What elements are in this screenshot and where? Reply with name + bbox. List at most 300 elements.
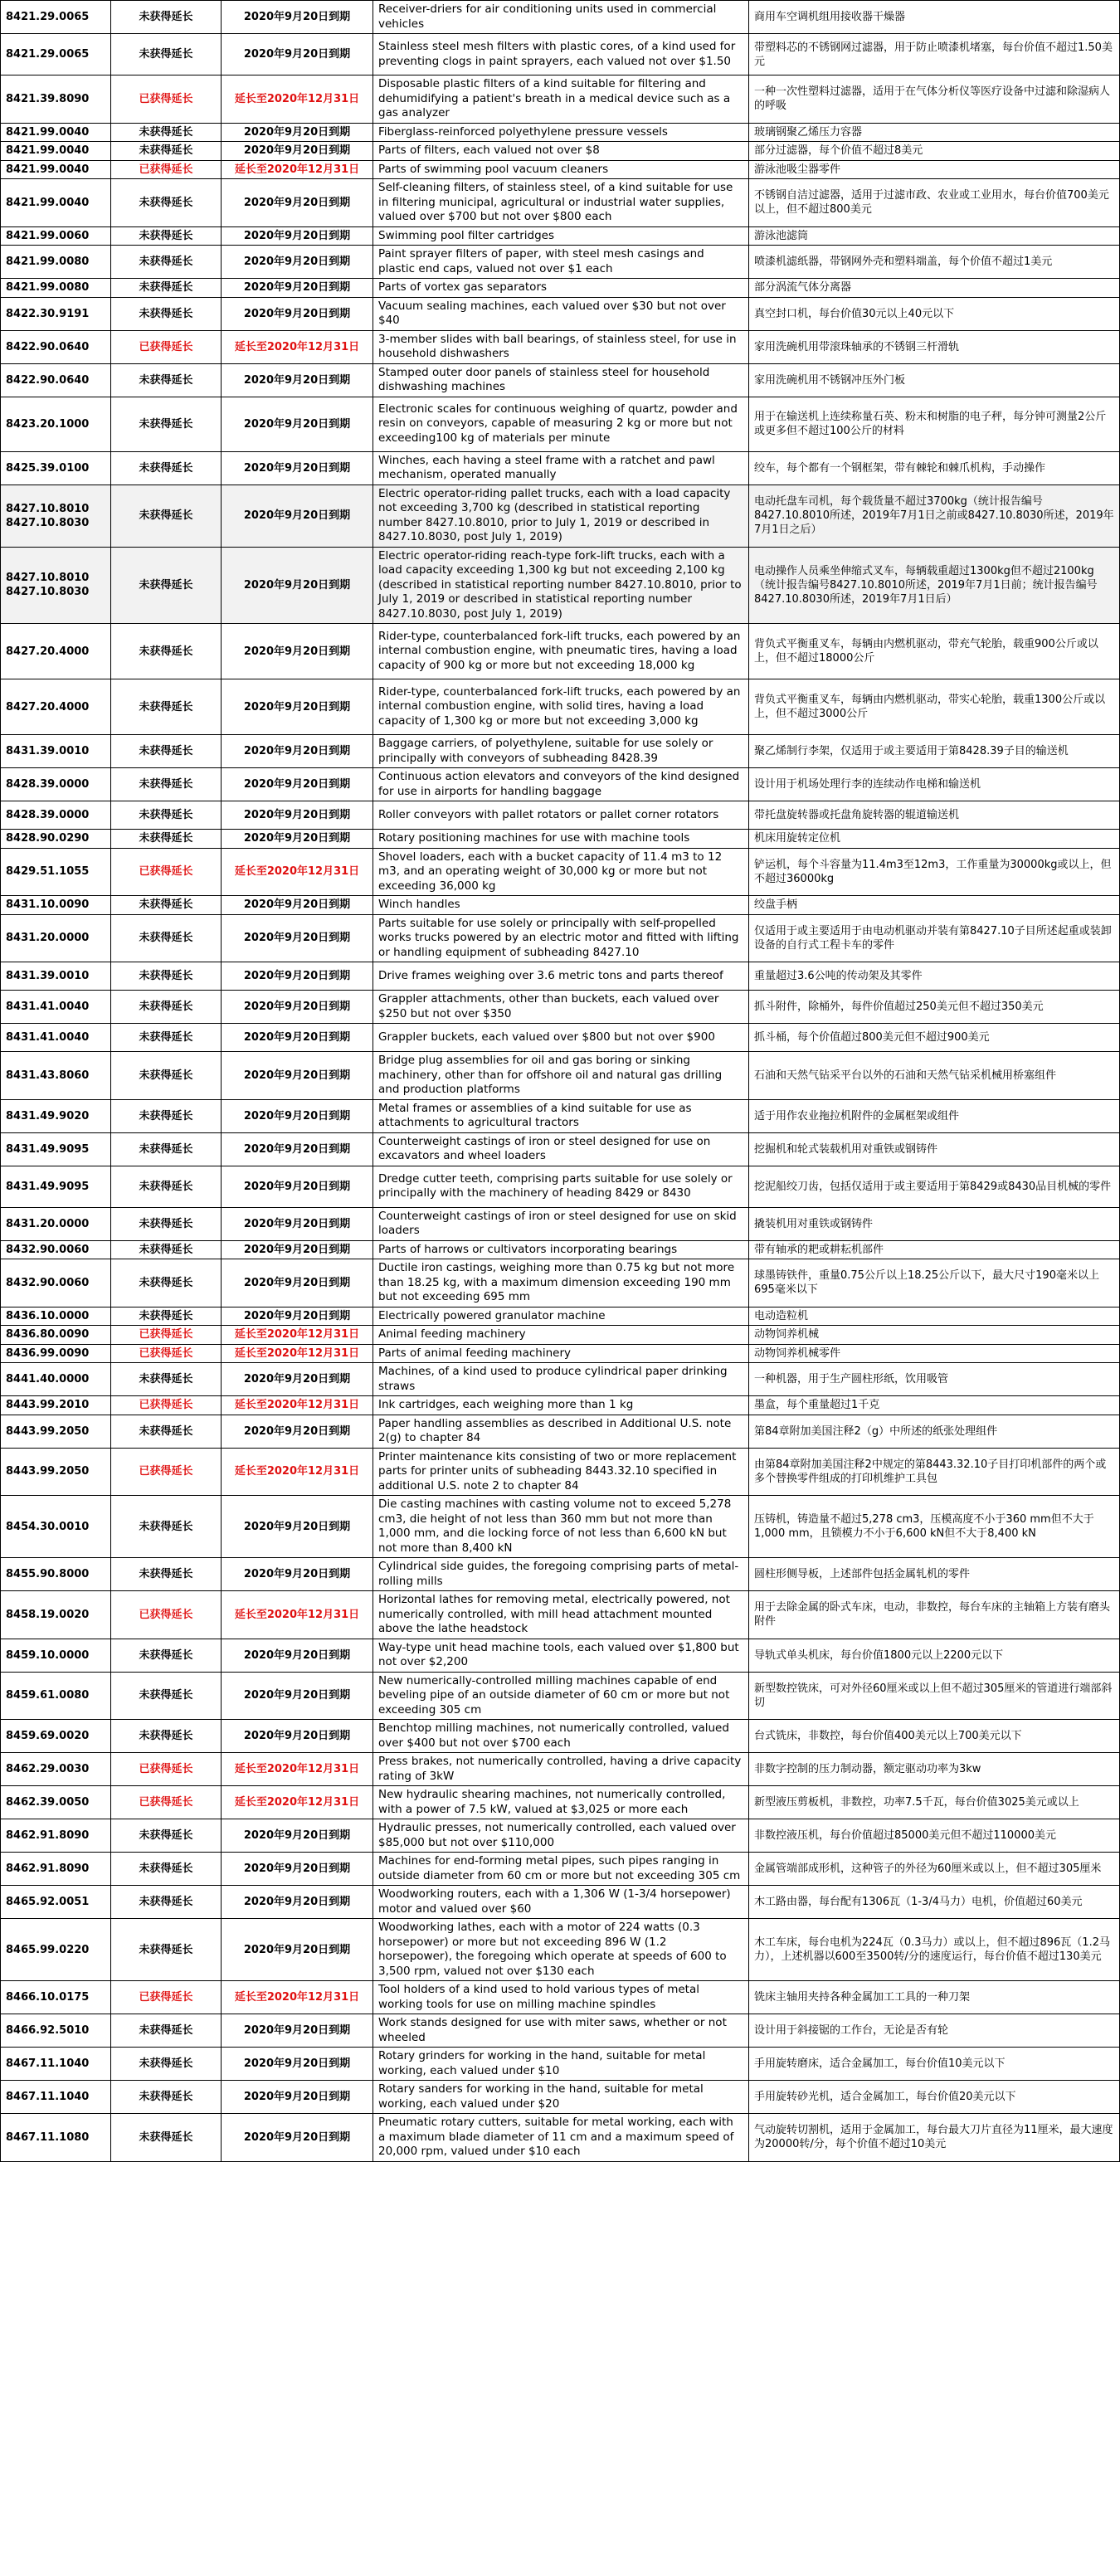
- hts-code-cell: 8421.99.0060: [1, 226, 111, 246]
- expiry-date-cell: 2020年9月20日到期: [222, 1639, 373, 1672]
- expiry-date-cell: 2020年9月20日到期: [222, 142, 373, 161]
- table-row: [1, 142, 1120, 161]
- chinese-description-cell: 木工路由器，每台配有1306瓦（1-3/4马力）电机，价值超过60美元: [749, 1886, 1120, 1919]
- table-row: [1, 1886, 1120, 1919]
- hts-code-cell: 8423.20.1000: [1, 397, 111, 451]
- english-description-cell: Ductile iron castings, weighing more than 0.75 kg but not more than 18.25 kg, with a maximum dimension exceeding 190 mm but not exceeding 695 mm: [373, 1259, 749, 1307]
- hts-code-cell: 8421.99.0080: [1, 279, 111, 298]
- extension-status-cell: 已获得延长: [111, 1591, 222, 1639]
- extension-status-cell: 未获得延长: [111, 2114, 222, 2162]
- chinese-description-cell: 手用旋转砂光机，适合金属加工，每台价值20美元以下: [749, 2081, 1120, 2114]
- hts-code-cell: 8427.20.4000: [1, 679, 111, 735]
- hts-code-cell: 8466.10.0175: [1, 1981, 111, 2014]
- table-row: [1, 75, 1120, 124]
- hts-code-cell: 8462.39.0050: [1, 1786, 111, 1819]
- english-description-cell: Hydraulic presses, not numerically controlled, each valued over $85,000 but not over $110,000: [373, 1819, 749, 1853]
- english-description-cell: Drive frames weighing over 3.6 metric tons and parts thereof: [373, 962, 749, 991]
- english-description-cell: Parts of vortex gas separators: [373, 279, 749, 298]
- extension-status-cell: 未获得延长: [111, 1024, 222, 1052]
- expiry-date-cell: 2020年9月20日到期: [222, 1166, 373, 1207]
- english-description-cell: Pneumatic rotary cutters, suitable for metal working, each with a maximum blade diameter of 11 cm and a maximum speed of 20,000 rpm, valued under $10 each: [373, 2114, 749, 2162]
- table-row: [1, 297, 1120, 330]
- english-description-cell: Metal frames or assemblies of a kind suitable for use as attachments to agricultural tractors: [373, 1099, 749, 1132]
- table-row: [1, 1753, 1120, 1786]
- extension-status-cell: 已获得延长: [111, 1753, 222, 1786]
- chinese-description-cell: 墨盒，每个重量超过1千克: [749, 1396, 1120, 1415]
- english-description-cell: Machines for end-forming metal pipes, such pipes ranging in outside diameter from 60 cm or more but not exceeding 305 cm: [373, 1853, 749, 1886]
- extension-status-cell: 未获得延长: [111, 34, 222, 75]
- table-row: [1, 226, 1120, 246]
- hts-code-cell: 8421.99.0040: [1, 142, 111, 161]
- extension-status-cell: 未获得延长: [111, 547, 222, 624]
- table-row: [1, 1240, 1120, 1259]
- table-row: [1, 1307, 1120, 1326]
- expiry-date-cell: 延长至2020年12月31日: [222, 75, 373, 124]
- expiry-date-cell: 延长至2020年12月31日: [222, 1591, 373, 1639]
- expiry-date-cell: 2020年9月20日到期: [222, 1307, 373, 1326]
- expiry-date-cell: 2020年9月20日到期: [222, 1853, 373, 1886]
- hts-code-cell: 8422.90.0640: [1, 330, 111, 363]
- expiry-date-cell: 2020年9月20日到期: [222, 246, 373, 279]
- hts-code-cell: 8422.30.9191: [1, 297, 111, 330]
- extension-status-cell: 已获得延长: [111, 1326, 222, 1345]
- table-row: [1, 735, 1120, 768]
- english-description-cell: Rider-type, counterbalanced fork-lift trucks, each powered by an internal combustion engine, with solid tires, having a load capacity of 1,300 kg or more but not exceeding 3,000 kg: [373, 679, 749, 735]
- extension-status-cell: 未获得延长: [111, 914, 222, 962]
- chinese-description-cell: 玻璃钢聚乙烯压力容器: [749, 123, 1120, 142]
- table-row: [1, 2081, 1120, 2114]
- chinese-description-cell: 重量超过3.6公吨的传动架及其零件: [749, 962, 1120, 991]
- expiry-date-cell: 2020年9月20日到期: [222, 624, 373, 679]
- english-description-cell: Machines, of a kind used to produce cylindrical paper drinking straws: [373, 1363, 749, 1396]
- table-row: [1, 1981, 1120, 2014]
- expiry-date-cell: 2020年9月20日到期: [222, 801, 373, 830]
- english-description-cell: Swimming pool filter cartridges: [373, 226, 749, 246]
- expiry-date-cell: 2020年9月20日到期: [222, 547, 373, 624]
- chinese-description-cell: 抓斗桶，每个价值超过800美元但不超过900美元: [749, 1024, 1120, 1052]
- expiry-date-cell: 2020年9月20日到期: [222, 830, 373, 849]
- chinese-description-cell: 真空封口机，每台价值30元以上40元以下: [749, 297, 1120, 330]
- hts-code-cell: 8429.51.1055: [1, 848, 111, 896]
- expiry-date-cell: 2020年9月20日到期: [222, 914, 373, 962]
- english-description-cell: Rotary sanders for working in the hand, suitable for metal working, each valued under $20: [373, 2081, 749, 2114]
- extension-status-cell: 未获得延长: [111, 1099, 222, 1132]
- hts-code-cell: 8431.43.8060: [1, 1052, 111, 1100]
- expiry-date-cell: 延长至2020年12月31日: [222, 1448, 373, 1496]
- expiry-date-cell: 延长至2020年12月31日: [222, 1786, 373, 1819]
- hts-code-cell: 8431.41.0040: [1, 991, 111, 1024]
- chinese-description-cell: 电动托盘车司机，每个载货量不超过3700kg（统计报告编号8427.10.8010所述，2019年7月1日之前或8427.10.8030所述，2019年7月1日之后）: [749, 485, 1120, 547]
- hts-code-cell: 8462.29.0030: [1, 1753, 111, 1786]
- table-row: [1, 1099, 1120, 1132]
- extension-status-cell: 已获得延长: [111, 160, 222, 179]
- english-description-cell: Roller conveyors with pallet rotators or pallet corner rotators: [373, 801, 749, 830]
- table-row: [1, 768, 1120, 801]
- expiry-date-cell: 2020年9月20日到期: [222, 1720, 373, 1753]
- english-description-cell: Animal feeding machinery: [373, 1326, 749, 1345]
- extension-status-cell: 未获得延长: [111, 896, 222, 915]
- english-description-cell: Self-cleaning filters, of stainless steel, of a kind suitable for use in filtering municipal, agricultural or industrial water supplies, valued over $700 but not over $800 each: [373, 179, 749, 227]
- hts-code-cell: 8459.10.0000: [1, 1639, 111, 1672]
- english-description-cell: Counterweight castings of iron or steel designed for use on excavators and wheel loaders: [373, 1132, 749, 1166]
- table-row: [1, 848, 1120, 896]
- expiry-date-cell: 延长至2020年12月31日: [222, 1326, 373, 1345]
- extension-status-cell: 未获得延长: [111, 297, 222, 330]
- extension-status-cell: 未获得延长: [111, 1886, 222, 1919]
- expiry-date-cell: 延长至2020年12月31日: [222, 160, 373, 179]
- expiry-date-cell: 2020年9月20日到期: [222, 363, 373, 397]
- table-row: [1, 679, 1120, 735]
- hts-code-cell: 8454.30.0010: [1, 1496, 111, 1558]
- table-row: [1, 451, 1120, 485]
- hts-code-cell: 8443.99.2010: [1, 1396, 111, 1415]
- extension-status-cell: 未获得延长: [111, 1672, 222, 1720]
- english-description-cell: Press brakes, not numerically controlled, having a drive capacity rating of 3kW: [373, 1753, 749, 1786]
- chinese-description-cell: 设计用于斜接锯的工作台，无论是否有轮: [749, 2014, 1120, 2048]
- extension-status-cell: 未获得延长: [111, 1, 222, 34]
- english-description-cell: Horizontal lathes for removing metal, electrically powered, not numerically controlled, with mill head attachment mounted above the lathe headstock: [373, 1591, 749, 1639]
- english-description-cell: Way-type unit head machine tools, each valued over $1,800 but not over $2,200: [373, 1639, 749, 1672]
- hts-code-cell: 8431.49.9020: [1, 1099, 111, 1132]
- hts-code-cell: 8421.99.0080: [1, 246, 111, 279]
- expiry-date-cell: 2020年9月20日到期: [222, 2114, 373, 2162]
- table-row: [1, 801, 1120, 830]
- english-description-cell: Die casting machines with casting volume not to exceed 5,278 cm3, die height of not less than 360 mm but not more than 1,000 mm, and die locking force of not less than 6,600 kN but not more than 8,400 kN: [373, 1496, 749, 1558]
- extension-status-cell: 未获得延长: [111, 246, 222, 279]
- chinese-description-cell: 用于在输送机上连续称量石英、粉末和树脂的电子秤，每分钟可测量2公斤或更多但不超过100公斤的材料: [749, 397, 1120, 451]
- hts-code-cell: 8421.39.8090: [1, 75, 111, 124]
- english-description-cell: Dredge cutter teeth, comprising parts suitable for use solely or principally with the machinery of heading 8429 or 8430: [373, 1166, 749, 1207]
- chinese-description-cell: 机床用旋转定位机: [749, 830, 1120, 849]
- table-row: [1, 279, 1120, 298]
- table-row: [1, 1853, 1120, 1886]
- chinese-description-cell: 家用洗碗机用不锈钢冲压外门板: [749, 363, 1120, 397]
- hts-code-cell: 8428.90.0290: [1, 830, 111, 849]
- hts-code-cell: 8427.20.4000: [1, 624, 111, 679]
- table-row: [1, 1639, 1120, 1672]
- chinese-description-cell: 绞车，每个都有一个钢框架，带有棘轮和棘爪机构，手动操作: [749, 451, 1120, 485]
- extension-status-cell: 未获得延长: [111, 1052, 222, 1100]
- english-description-cell: Fiberglass-reinforced polyethylene pressure vessels: [373, 123, 749, 142]
- extension-status-cell: 未获得延长: [111, 735, 222, 768]
- expiry-date-cell: 2020年9月20日到期: [222, 2081, 373, 2114]
- expiry-date-cell: 延长至2020年12月31日: [222, 848, 373, 896]
- hts-code-cell: 8421.29.0065: [1, 34, 111, 75]
- chinese-description-cell: 木工车床，每台电机为224瓦（0.3马力）或以上，但不超过896瓦（1.2马力），上述机器以600至3500转/分的速度运行，每台价值不超过130美元: [749, 1919, 1120, 1981]
- chinese-description-cell: 动物饲养机械: [749, 1326, 1120, 1345]
- english-description-cell: Vacuum sealing machines, each valued over $30 but not over $40: [373, 297, 749, 330]
- expiry-date-cell: 2020年9月20日到期: [222, 1886, 373, 1919]
- english-description-cell: Paint sprayer filters of paper, with steel mesh casings and plastic end caps, valued not over $1 each: [373, 246, 749, 279]
- english-description-cell: Printer maintenance kits consisting of two or more replacement parts for printer units of subheading 8443.32.10 specified in additional U.S. note 2 to chapter 84: [373, 1448, 749, 1496]
- expiry-date-cell: 延长至2020年12月31日: [222, 1396, 373, 1415]
- expiry-date-cell: 2020年9月20日到期: [222, 1207, 373, 1240]
- chinese-description-cell: 绞盘手柄: [749, 896, 1120, 915]
- extension-status-cell: 未获得延长: [111, 1558, 222, 1591]
- hts-code-cell: 8436.80.0090: [1, 1326, 111, 1345]
- chinese-description-cell: 商用车空调机组用接收器干燥器: [749, 1, 1120, 34]
- table-row: [1, 246, 1120, 279]
- table-row: [1, 1207, 1120, 1240]
- chinese-description-cell: 喷漆机滤纸器，带钢网外壳和塑料端盖，每个价值不超过1美元: [749, 246, 1120, 279]
- exclusion-table-body: [1, 1, 1120, 2162]
- extension-status-cell: 已获得延长: [111, 330, 222, 363]
- extension-status-cell: 未获得延长: [111, 1207, 222, 1240]
- chinese-description-cell: 设计用于机场处理行李的连续动作电梯和输送机: [749, 768, 1120, 801]
- english-description-cell: Tool holders of a kind used to hold various types of metal working tools for use on milling machine spindles: [373, 1981, 749, 2014]
- hts-code-cell: 8427.10.8010 8427.10.8030: [1, 547, 111, 624]
- extension-status-cell: 已获得延长: [111, 1396, 222, 1415]
- table-row: [1, 914, 1120, 962]
- chinese-description-cell: 新型液压剪板机，非数控，功率7.5千瓦，每台价值3025美元或以上: [749, 1786, 1120, 1819]
- chinese-description-cell: 金属管端部成形机，这种管子的外径为60厘米或以上，但不超过305厘米: [749, 1853, 1120, 1886]
- expiry-date-cell: 2020年9月20日到期: [222, 679, 373, 735]
- english-description-cell: Shovel loaders, each with a bucket capacity of 11.4 m3 to 12 m3, and an operating weight of 30,000 kg or more but not exceeding 36,000 kg: [373, 848, 749, 896]
- hts-code-cell: 8421.99.0040: [1, 160, 111, 179]
- hts-code-cell: 8467.11.1080: [1, 2114, 111, 2162]
- table-row: [1, 179, 1120, 227]
- hts-code-cell: 8428.39.0000: [1, 768, 111, 801]
- english-description-cell: Grappler attachments, other than buckets, each valued over $250 but not over $350: [373, 991, 749, 1024]
- table-row: [1, 1720, 1120, 1753]
- expiry-date-cell: 2020年9月20日到期: [222, 1496, 373, 1558]
- expiry-date-cell: 2020年9月20日到期: [222, 1819, 373, 1853]
- table-row: [1, 830, 1120, 849]
- hts-code-cell: 8467.11.1040: [1, 2081, 111, 2114]
- table-row: [1, 1132, 1120, 1166]
- table-row: [1, 547, 1120, 624]
- extension-status-cell: 未获得延长: [111, 1720, 222, 1753]
- english-description-cell: Disposable plastic filters of a kind suitable for filtering and dehumidifying a patient's breath in a medical device such as a gas analyzer: [373, 75, 749, 124]
- expiry-date-cell: 2020年9月20日到期: [222, 768, 373, 801]
- extension-status-cell: 未获得延长: [111, 830, 222, 849]
- english-description-cell: Winch handles: [373, 896, 749, 915]
- english-description-cell: Benchtop milling machines, not numerically controlled, valued over $400 but not over $700 each: [373, 1720, 749, 1753]
- extension-status-cell: 未获得延长: [111, 451, 222, 485]
- chinese-description-cell: 挖掘机和轮式装载机用对重铁或钢铸件: [749, 1132, 1120, 1166]
- hts-code-cell: 8425.39.0100: [1, 451, 111, 485]
- extension-status-cell: 已获得延长: [111, 1786, 222, 1819]
- chinese-description-cell: 带塑料芯的不锈钢网过滤器，用于防止喷漆机堵塞，每台价值不超过1.50美元: [749, 34, 1120, 75]
- expiry-date-cell: 2020年9月20日到期: [222, 1240, 373, 1259]
- hts-code-cell: 8421.29.0065: [1, 1, 111, 34]
- hts-code-cell: 8436.10.0000: [1, 1307, 111, 1326]
- extension-status-cell: 未获得延长: [111, 768, 222, 801]
- hts-code-cell: 8462.91.8090: [1, 1819, 111, 1853]
- english-description-cell: Electric operator-riding reach-type fork-lift trucks, each with a load capacity exceeding 1,300 kg but not exceeding 2,100 kg (described in statistical reporting number 8427.10.8010, prior to July 1, 2019 or described in statistical reporting number 8427.10.8030, post July 1, 2019): [373, 547, 749, 624]
- extension-status-cell: 未获得延长: [111, 962, 222, 991]
- english-description-cell: Paper handling assemblies as described in Additional U.S. note 2(g) to chapter 84: [373, 1415, 749, 1448]
- hts-code-cell: 8431.20.0000: [1, 1207, 111, 1240]
- extension-status-cell: 未获得延长: [111, 1132, 222, 1166]
- table-row: [1, 330, 1120, 363]
- table-row: [1, 1415, 1120, 1448]
- table-row: [1, 1166, 1120, 1207]
- extension-status-cell: 未获得延长: [111, 226, 222, 246]
- chinese-description-cell: 压铸机，铸造量不超过5,278 cm3，压模高度不小于360 mm但不大于1,000 mm，且锁模力不小于6,600 kN但不大于8,400 kN: [749, 1496, 1120, 1558]
- expiry-date-cell: 2020年9月20日到期: [222, 279, 373, 298]
- english-description-cell: Baggage carriers, of polyethylene, suitable for use solely or principally with conveyors of subheading 8428.39: [373, 735, 749, 768]
- table-row: [1, 1672, 1120, 1720]
- expiry-date-cell: 2020年9月20日到期: [222, 896, 373, 915]
- extension-status-cell: 未获得延长: [111, 2081, 222, 2114]
- extension-status-cell: 已获得延长: [111, 1448, 222, 1496]
- table-row: [1, 962, 1120, 991]
- chinese-description-cell: 非数控液压机，每台价值超过85000美元但不超过110000美元: [749, 1819, 1120, 1853]
- chinese-description-cell: 手用旋转磨床，适合金属加工，每台价值10美元以下: [749, 2048, 1120, 2081]
- english-description-cell: Parts of animal feeding machinery: [373, 1344, 749, 1363]
- hts-code-cell: 8436.99.0090: [1, 1344, 111, 1363]
- chinese-description-cell: 非数字控制的压力制动器，额定驱动功率为3kw: [749, 1753, 1120, 1786]
- extension-status-cell: 未获得延长: [111, 624, 222, 679]
- table-row: [1, 1, 1120, 34]
- table-row: [1, 624, 1120, 679]
- chinese-description-cell: 部分过滤器，每个价值不超过8美元: [749, 142, 1120, 161]
- extension-status-cell: 未获得延长: [111, 142, 222, 161]
- chinese-description-cell: 部分涡流气体分离器: [749, 279, 1120, 298]
- extension-status-cell: 已获得延长: [111, 1344, 222, 1363]
- table-row: [1, 1919, 1120, 1981]
- expiry-date-cell: 2020年9月20日到期: [222, 297, 373, 330]
- extension-status-cell: 未获得延长: [111, 2048, 222, 2081]
- english-description-cell: Counterweight castings of iron or steel designed for use on skid loaders: [373, 1207, 749, 1240]
- expiry-date-cell: 延长至2020年12月31日: [222, 1753, 373, 1786]
- expiry-date-cell: 2020年9月20日到期: [222, 1672, 373, 1720]
- extension-status-cell: 未获得延长: [111, 1166, 222, 1207]
- table-row: [1, 1558, 1120, 1591]
- chinese-description-cell: 家用洗碗机用带滚珠轴承的不锈钢三杆滑轨: [749, 330, 1120, 363]
- english-description-cell: 3-member slides with ball bearings, of stainless steel, for use in household dishwashers: [373, 330, 749, 363]
- english-description-cell: Winches, each having a steel frame with a ratchet and pawl mechanism, operated manually: [373, 451, 749, 485]
- hts-code-cell: 8421.99.0040: [1, 123, 111, 142]
- english-description-cell: Electrically powered granulator machine: [373, 1307, 749, 1326]
- english-description-cell: Receiver-driers for air conditioning units used in commercial vehicles: [373, 1, 749, 34]
- table-row: [1, 1819, 1120, 1853]
- chinese-description-cell: 球墨铸铁件，重量0.75公斤以上18.25公斤以下，最大尺寸190毫米以上695毫米以下: [749, 1259, 1120, 1307]
- english-description-cell: Stainless steel mesh filters with plastic cores, of a kind used for preventing clogs in paint sprayers, each valued not over $1.50: [373, 34, 749, 75]
- chinese-description-cell: 适于用作农业拖拉机附件的金属框架或组件: [749, 1099, 1120, 1132]
- extension-status-cell: 已获得延长: [111, 1981, 222, 2014]
- hts-code-cell: 8432.90.0060: [1, 1240, 111, 1259]
- expiry-date-cell: 2020年9月20日到期: [222, 1, 373, 34]
- expiry-date-cell: 2020年9月20日到期: [222, 1919, 373, 1981]
- chinese-description-cell: 聚乙烯制行李架，仅适用于或主要适用于第8428.39子目的输送机: [749, 735, 1120, 768]
- hts-code-cell: 8427.10.8010 8427.10.8030: [1, 485, 111, 547]
- expiry-date-cell: 延长至2020年12月31日: [222, 1344, 373, 1363]
- extension-status-cell: 未获得延长: [111, 179, 222, 227]
- table-row: [1, 1396, 1120, 1415]
- expiry-date-cell: 2020年9月20日到期: [222, 1558, 373, 1591]
- chinese-description-cell: 由第84章附加美国注释2中规定的第8443.32.10子目打印机部件的两个或多个替换零件组成的打印机维护工具包: [749, 1448, 1120, 1496]
- expiry-date-cell: 2020年9月20日到期: [222, 1052, 373, 1100]
- hts-code-cell: 8421.99.0040: [1, 179, 111, 227]
- hts-code-cell: 8459.69.0020: [1, 1720, 111, 1753]
- expiry-date-cell: 2020年9月20日到期: [222, 123, 373, 142]
- table-row: [1, 1259, 1120, 1307]
- expiry-date-cell: 2020年9月20日到期: [222, 397, 373, 451]
- chinese-description-cell: 导轨式单头机床，每台价值1800元以上2200元以下: [749, 1639, 1120, 1672]
- chinese-description-cell: 背负式平衡重叉车，每辆由内燃机驱动，带实心轮胎，载重1300公斤或以上，但不超过3000公斤: [749, 679, 1120, 735]
- expiry-date-cell: 2020年9月20日到期: [222, 1132, 373, 1166]
- table-row: [1, 2014, 1120, 2048]
- expiry-date-cell: 2020年9月20日到期: [222, 1259, 373, 1307]
- english-description-cell: Cylindrical side guides, the foregoing comprising parts of metal-rolling mills: [373, 1558, 749, 1591]
- table-row: [1, 1591, 1120, 1639]
- extension-status-cell: 未获得延长: [111, 1307, 222, 1326]
- hts-code-cell: 8431.49.9095: [1, 1166, 111, 1207]
- english-description-cell: Parts suitable for use solely or principally with self-propelled works trucks powered by an electric motor and fitted with lifting or handling equipment of subheading 8427.10: [373, 914, 749, 962]
- chinese-description-cell: 仅适用于或主要适用于由电动机驱动并装有第8427.10子目所述起重或装卸设备的自行式工程卡车的零件: [749, 914, 1120, 962]
- table-row: [1, 1496, 1120, 1558]
- chinese-description-cell: 用于去除金属的卧式车床，电动，非数控，每台车床的主轴箱上方装有磨头附件: [749, 1591, 1120, 1639]
- extension-status-cell: 未获得延长: [111, 991, 222, 1024]
- chinese-description-cell: 游泳池吸尘器零件: [749, 160, 1120, 179]
- hts-code-cell: 8462.91.8090: [1, 1853, 111, 1886]
- chinese-description-cell: 新型数控铣床，可对外径60厘米或以上但不超过305厘米的管道进行端部斜切: [749, 1672, 1120, 1720]
- expiry-date-cell: 2020年9月20日到期: [222, 451, 373, 485]
- english-description-cell: Stamped outer door panels of stainless steel for household dishwashing machines: [373, 363, 749, 397]
- table-row: [1, 397, 1120, 451]
- english-description-cell: Grappler buckets, each valued over $800 but not over $900: [373, 1024, 749, 1052]
- table-row: [1, 123, 1120, 142]
- extension-status-cell: 未获得延长: [111, 397, 222, 451]
- extension-status-cell: 未获得延长: [111, 1819, 222, 1853]
- hts-code-cell: 8466.92.5010: [1, 2014, 111, 2048]
- table-row: [1, 1344, 1120, 1363]
- chinese-description-cell: 石油和天然气钻采平台以外的石油和天然气钻采机械用桥塞组件: [749, 1052, 1120, 1100]
- english-description-cell: Rotary positioning machines for use with machine tools: [373, 830, 749, 849]
- expiry-date-cell: 延长至2020年12月31日: [222, 1981, 373, 2014]
- chinese-description-cell: 台式铣床，非数控，每台价值400美元以上700美元以下: [749, 1720, 1120, 1753]
- chinese-description-cell: 动物饲养机械零件: [749, 1344, 1120, 1363]
- hts-code-cell: 8458.19.0020: [1, 1591, 111, 1639]
- extension-status-cell: 未获得延长: [111, 2014, 222, 2048]
- hts-code-cell: 8428.39.0000: [1, 801, 111, 830]
- extension-status-cell: 未获得延长: [111, 801, 222, 830]
- hts-code-cell: 8443.99.2050: [1, 1415, 111, 1448]
- table-row: [1, 485, 1120, 547]
- chinese-description-cell: 撬装机用对重铁或钢铸件: [749, 1207, 1120, 1240]
- chinese-description-cell: 带有轴承的耙或耕耘机部件: [749, 1240, 1120, 1259]
- hts-code-cell: 8467.11.1040: [1, 2048, 111, 2081]
- hts-code-cell: 8455.90.8000: [1, 1558, 111, 1591]
- table-row: [1, 991, 1120, 1024]
- english-description-cell: Electric operator-riding pallet trucks, each with a load capacity not exceeding 3,700 kg (described in statistical reporting number 8427.10.8010, prior to July 1, 2019 or described in 8427.10.8030, post July 1, 2019): [373, 485, 749, 547]
- expiry-date-cell: 2020年9月20日到期: [222, 2014, 373, 2048]
- extension-status-cell: 未获得延长: [111, 679, 222, 735]
- english-description-cell: Rotary grinders for working in the hand, suitable for metal working, each valued under $10: [373, 2048, 749, 2081]
- english-description-cell: Parts of filters, each valued not over $8: [373, 142, 749, 161]
- english-description-cell: Parts of swimming pool vacuum cleaners: [373, 160, 749, 179]
- hts-code-cell: 8443.99.2050: [1, 1448, 111, 1496]
- chinese-description-cell: 铣床主轴用夹持各种金属加工工具的一种刀架: [749, 1981, 1120, 2014]
- chinese-description-cell: 电动操作人员乘坐伸缩式叉车，每辆载重超过1300kg但不超过2100kg（统计报告编号8427.10.8010所述，2019年7月1日前；统计报告编号8427.10.8030所述，2019年7月1日后）: [749, 547, 1120, 624]
- extension-status-cell: 未获得延长: [111, 1919, 222, 1981]
- hts-code-cell: 8431.49.9095: [1, 1132, 111, 1166]
- chinese-description-cell: 电动造粒机: [749, 1307, 1120, 1326]
- table-row: [1, 2114, 1120, 2162]
- hts-code-cell: 8431.20.0000: [1, 914, 111, 962]
- hts-code-cell: 8431.39.0010: [1, 735, 111, 768]
- expiry-date-cell: 2020年9月20日到期: [222, 735, 373, 768]
- chinese-description-cell: 一种机器，用于生产圆柱形纸，饮用吸管: [749, 1363, 1120, 1396]
- extension-status-cell: 未获得延长: [111, 1639, 222, 1672]
- hts-code-cell: 8432.90.0060: [1, 1259, 111, 1307]
- english-description-cell: Ink cartridges, each weighing more than 1 kg: [373, 1396, 749, 1415]
- extension-status-cell: 未获得延长: [111, 1240, 222, 1259]
- extension-status-cell: 未获得延长: [111, 123, 222, 142]
- extension-status-cell: 未获得延长: [111, 1853, 222, 1886]
